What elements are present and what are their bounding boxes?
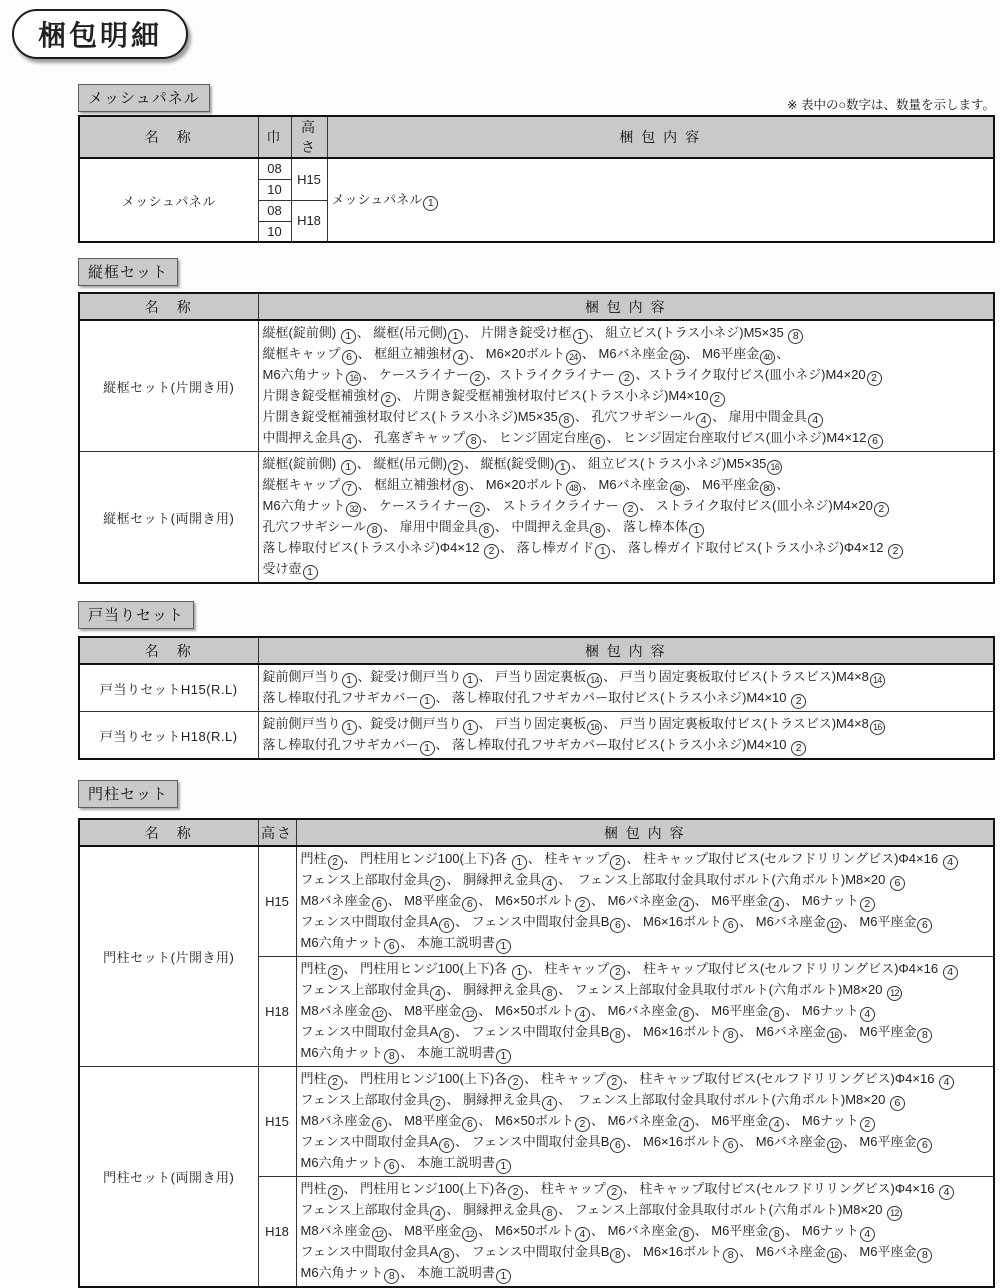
quantity-circle: 2 [607,1185,622,1200]
content-line: M6六角ナット 8 、 本施工説明書 1 [301,1043,990,1064]
product-name: 門柱セット(両開き用) [79,1067,258,1288]
quantity-circle: 4 [939,1075,954,1090]
quantity-circle: 1 [448,329,463,344]
quantity-circle: 1 [512,965,527,980]
col-header-contents: 梱 包 内 容 [258,293,994,320]
quantity-circle: 2 [328,1075,343,1090]
quantity-circle: 4 [430,1206,445,1221]
quantity-circle: 2 [860,897,875,912]
height-value: H15 [258,1067,296,1177]
section-label-frame-set: 縦框セット [78,258,178,286]
quantity-circle: 6 [723,1138,738,1153]
content-line: 門柱 2 、 門柱用ヒンジ100(上下)各 2 、 柱キャップ 2 、 柱キャップ取付ビス(セルフドリリングビス)Φ4×16 4 [301,1179,990,1200]
quantity-circle: 32 [346,502,361,517]
packing-contents [296,1177,994,1288]
quantity-circle: 2 [381,392,396,407]
quantity-circle: 6 [372,1117,387,1132]
quantity-circle: 8 [590,523,605,538]
height-value: H18 [291,200,327,242]
packing-contents [258,320,994,452]
quantity-circle: 8 [542,1206,557,1221]
table-header-row [79,637,994,664]
table-row [79,1067,994,1177]
content-line: 縦框(錠前側) 1 、 縦框(吊元側) 1 、 片開き錠受け框 1 、 組立ビス(トラス小ネジ)M5×35 8 [263,323,990,344]
content-line: フェンス中間取付金具A 8 、 フェンス中間取付金具B 8 、 M6×16ボルト 8 、 M6バネ座金 16 、 M6平座金 8 [301,1022,990,1043]
quantity-circle: 6 [917,1138,932,1153]
quantity-circle: 2 [623,502,638,517]
quantity-circle: 2 [710,392,725,407]
table-row [79,158,994,179]
quantity-circle: 2 [328,1185,343,1200]
quantity-circle: 2 [575,1117,590,1132]
quantity-circle: 40 [760,350,775,365]
table-header-row [79,819,994,846]
quantity-circle: 6 [590,434,605,449]
quantity-circle: 6 [384,939,399,954]
quantity-circle: 2 [610,965,625,980]
width-value: 10 [258,179,291,200]
quantity-circle: 1 [496,939,511,954]
quantity-circle: 4 [943,855,958,870]
quantity-circle: 1 [496,1049,511,1064]
packing-contents [258,664,994,712]
quantity-circle: 8 [917,1248,932,1263]
quantity-circle: 16 [346,371,361,386]
quantity-circle: 6 [868,434,883,449]
quantity-circle: 2 [470,371,485,386]
content-line: 門柱 2 、 門柱用ヒンジ100(上下)各 2 、 柱キャップ 2 、 柱キャップ取付ビス(セルフドリリングビス)Φ4×16 4 [301,1069,990,1090]
quantity-circle: 8 [466,434,481,449]
quantity-circle: 6 [462,897,477,912]
quantity-circle: 8 [723,1248,738,1263]
quantity-circle: 2 [860,1117,875,1132]
frame-set-table [78,292,995,584]
quantity-circle: 1 [573,329,588,344]
page-title: 梱包明細 [12,9,188,59]
quantity-circle: 8 [453,481,468,496]
quantity-circle: 2 [508,1075,523,1090]
content-line: フェンス上部取付金具 4 、 胴縁押え金具 8 、 フェンス上部取付金具取付ボルト(六角ボルト)M8×20 12 [301,1200,990,1221]
quantity-circle: 1 [342,673,357,688]
quantity-circle: 1 [463,673,478,688]
content-line: 錠前側戸当り 1 、錠受け側戸当り 1 、 戸当り固定裏板 14 、 戸当り固定裏板取付ビス(トラスビス)M4×8 14 [263,667,990,688]
content-line: フェンス上部取付金具 4 、 胴縁押え金具 8 、 フェンス上部取付金具取付ボルト(六角ボルト)M8×20 12 [301,980,990,1001]
content-line: 縦框キャップ 7 、 框組立補強材 8 、 M6×20ボルト 48 、 M6バネ座金 48 、 M6平座金 80 、 [262,477,790,494]
quantity-circle: 12 [887,986,902,1001]
product-name: 戸当りセットH18(R.L) [79,712,258,760]
quantity-circle: 12 [372,1007,387,1022]
content-line: M6六角ナット 16 、 ケースライナー 2 、ストライクライナー 2 、ストライク取付ビス(皿小ネジ)M4×20 2 [263,365,990,386]
quantity-circle: 12 [462,1007,477,1022]
quantity-circle: 48 [566,481,581,496]
content-line: 縦框(錠前側) 1 、 縦框(吊元側) 2 、 縦框(錠受側) 1 、 組立ビス(トラス小ネジ)M5×35 16 [263,454,990,475]
content-line: M6六角ナット 6 、 本施工説明書 1 [301,1153,990,1174]
quantity-circle: 1 [689,523,704,538]
quantity-circle: 8 [542,986,557,1001]
quantity-circle: 6 [917,918,932,933]
quantity-circle: 12 [887,1206,902,1221]
quantity-circle: 80 [760,481,775,496]
height-value: H18 [258,1177,296,1288]
quantity-circle: 2 [607,1075,622,1090]
section-label-doorstop-set: 戸当りセット [78,601,194,629]
quantity-circle: 6 [723,918,738,933]
col-header-height: 高さ [258,819,296,846]
table-header-row [79,293,994,320]
quantity-circle: 8 [610,1028,625,1043]
gatepost-set-table [78,818,995,1288]
content-line: フェンス中間取付金具A 8 、 フェンス中間取付金具B 8 、 M6×16ボルト 8 、 M6バネ座金 16 、 M6平座金 8 [301,1242,990,1263]
content-line: 門柱 2 、 門柱用ヒンジ100(上下)各 1 、 柱キャップ 2 、 柱キャップ取付ビス(セルフドリリングビス)Φ4×16 4 [301,959,990,980]
quantity-circle: 1 [420,694,435,709]
quantity-circle: 1 [341,460,356,475]
quantity-circle: 12 [827,918,842,933]
quantity-circle: 2 [448,460,463,475]
quantity-circle: 4 [542,1096,557,1111]
quantity-circle: 2 [791,694,806,709]
content-line: M8バネ座金 6 、 M8平座金 6 、 M6×50ボルト 2 、 M6バネ座金 4 、 M6平座金 4 、 M6ナット 2 [301,891,990,912]
quantity-circle: 4 [939,1185,954,1200]
quantity-circle: 6 [462,1117,477,1132]
quantity-circle: 8 [439,1028,454,1043]
quantity-circle: 14 [870,673,885,688]
col-header-name: 名 称 [79,293,258,320]
quantity-circle: 4 [769,1117,784,1132]
packing-contents [296,1067,994,1177]
content-line: 落し棒取付ビス(トラス小ネジ)Φ4×12 2 、 落し棒ガイド 1 、 落し棒ガイド取付ビス(トラス小ネジ)Φ4×12 2 [263,538,990,559]
quantity-circle: 12 [372,1227,387,1242]
quantity-circle: 8 [723,1028,738,1043]
content-line: 中間押え金具 4 、 孔塞ぎキャップ 8 、 ヒンジ固定台座 6 、 ヒンジ固定台座取付ビス(皿小ネジ)M4×12 6 [263,428,990,449]
quantity-circle: 1 [555,460,570,475]
quantity-circle: 8 [679,1227,694,1242]
quantity-circle: 8 [917,1028,932,1043]
quantity-circle: 4 [808,413,823,428]
quantity-circle: 8 [610,1248,625,1263]
height-value: H15 [258,846,296,957]
table-row [79,712,994,760]
quantity-circle: 1 [420,741,435,756]
quantity-circle: 8 [367,523,382,538]
quantity-circle: 4 [542,876,557,891]
col-header-name: 名 称 [79,637,258,664]
product-name: 縦框セット(片開き用) [79,320,258,452]
quantity-circle: 7 [342,481,357,496]
col-header-contents: 梱 包 内 容 [296,819,994,846]
content-line: 片開き錠受框補強材取付ビス(トラス小ネジ)M5×35 8 、 孔穴フサギシール 4 、 扉用中間金具 4 [263,407,990,428]
packing-contents [258,452,994,584]
content-line: M6六角ナット 8 、 本施工説明書 1 [301,1263,990,1284]
packing-contents [258,712,994,760]
col-header-name: 名 称 [79,819,258,846]
quantity-circle: 4 [860,1007,875,1022]
packing-contents [296,846,994,957]
doorstop-set-table [78,636,995,760]
quantity-circle: 4 [696,413,711,428]
quantity-circle: 8 [439,1248,454,1263]
quantity-circle: 2 [430,1096,445,1111]
height-value: H18 [258,957,296,1067]
quantity-circle: 2 [888,544,903,559]
quantity-circle: 1 [342,720,357,735]
quantity-circle: 4 [943,965,958,980]
quantity-circle: 6 [372,897,387,912]
quantity-circle: 2 [791,741,806,756]
content-line: フェンス中間取付金具A 6 、 フェンス中間取付金具B 6 、 M6×16ボルト 6 、 M6バネ座金 12 、 M6平座金 6 [301,1132,990,1153]
height-value: H15 [291,158,327,200]
quantity-circle: 24 [670,350,685,365]
width-value: 08 [258,200,291,221]
quantity-circle: 6 [610,1138,625,1153]
quantity-circle: 4 [679,897,694,912]
content-line: フェンス上部取付金具 2 、 胴縁押え金具 4 、 フェンス上部取付金具取付ボルト(六角ボルト)M8×20 6 [301,1090,990,1111]
quantity-circle: 12 [827,1138,842,1153]
content-line: 片開き錠受框補強材 2 、 片開き錠受框補強材取付ビス(トラス小ネジ)M4×10 2 [263,386,990,407]
product-name: 戸当りセットH15(R.L) [79,664,258,712]
quantity-circle: 16 [827,1248,842,1263]
quantity-circle: 4 [679,1117,694,1132]
quantity-circle: 4 [453,350,468,365]
table-header-row [79,116,994,158]
quantity-circle: 6 [439,918,454,933]
content-line: M8バネ座金 6 、 M8平座金 6 、 M6×50ボルト 2 、 M6バネ座金 4 、 M6平座金 4 、 M6ナット 2 [301,1111,990,1132]
content-line: 錠前側戸当り 1 、錠受け側戸当り 1 、 戸当り固定裏板 16 、 戸当り固定裏板取付ビス(トラスビス)M4×8 16 [263,714,990,735]
quantity-circle: 8 [679,1007,694,1022]
packing-contents: メッシュパネル 1 [327,158,994,242]
product-name: 門柱セット(片開き用) [79,846,258,1067]
content-line: フェンス中間取付金具A 6 、 フェンス中間取付金具B 6 、 M6×16ボルト 6 、 M6バネ座金 12 、 M6平座金 6 [301,912,990,933]
quantity-circle: 6 [610,918,625,933]
quantity-circle: 2 [470,502,485,517]
quantity-circle: 4 [342,434,357,449]
quantity-circle: 4 [575,1007,590,1022]
quantity-circle: 8 [384,1049,399,1064]
quantity-circle: 8 [559,413,574,428]
section-label-mesh-panel: メッシュパネル [78,84,210,112]
content-line: 門柱 2 、 門柱用ヒンジ100(上下)各 1 、 柱キャップ 2 、 柱キャップ取付ビス(セルフドリリングビス)Φ4×16 4 [301,849,990,870]
quantity-circle: 1 [463,720,478,735]
section-label-gatepost-set: 門柱セット [78,780,178,808]
quantity-circle: 1 [595,544,610,559]
quantity-circle: 2 [328,965,343,980]
mesh-panel-table [78,115,995,243]
content-line: 落し棒取付孔フサギカバー 1 、 落し棒取付孔フサギカバー取付ビス(トラス小ネジ)M4×10 2 [263,735,990,756]
quantity-circle: 6 [384,1159,399,1174]
quantity-circle: 16 [767,460,782,475]
col-header-width: 巾 [258,116,291,158]
packing-contents [296,957,994,1067]
quantity-circle: 16 [587,720,602,735]
quantity-circle: 12 [462,1227,477,1242]
quantity-circle: 6 [439,1138,454,1153]
quantity-circle: 1 [496,1159,511,1174]
quantity-circle: 2 [575,897,590,912]
quantity-circle: 8 [769,1007,784,1022]
quantity-circle: 2 [430,876,445,891]
quantity-circle: 8 [384,1269,399,1284]
content-line: M6六角ナット 6 、 本施工説明書 1 [301,933,990,954]
quantity-circle: 1 [341,329,356,344]
quantity-circle: 8 [788,329,803,344]
quantity-circle: 2 [874,502,889,517]
quantity-circle: 1 [512,855,527,870]
quantity-circle: 48 [670,481,685,496]
quantity-circle: 4 [430,986,445,1001]
col-header-name: 名 称 [79,116,258,158]
table-row [79,664,994,712]
col-header-height: 高さ [291,116,327,158]
quantity-circle: 4 [575,1227,590,1242]
quantity-circle: 2 [508,1185,523,1200]
quantity-circle: 4 [769,897,784,912]
content-line: 縦框キャップ 6 、 框組立補強材 4 、 M6×20ボルト 24 、 M6バネ座金 24 、 M6平座金 40 、 [262,346,790,363]
quantity-circle: 6 [890,876,905,891]
content-line: 孔穴フサギシール 8 、 扉用中間金具 8 、 中間押え金具 8 、 落し棒本体 1 [263,517,990,538]
table-row [79,320,994,452]
quantity-circle: 6 [342,350,357,365]
quantity-circle: 2 [484,544,499,559]
content-line: フェンス上部取付金具 2 、 胴縁押え金具 4 、 フェンス上部取付金具取付ボルト(六角ボルト)M8×20 6 [301,870,990,891]
width-value: 10 [258,221,291,242]
quantity-circle: 8 [769,1227,784,1242]
quantity-circle: 6 [890,1096,905,1111]
table-row [79,846,994,957]
quantity-circle: 1 [496,1269,511,1284]
product-name: メッシュパネル [79,158,258,242]
quantity-circle: 2 [610,855,625,870]
quantity-circle: 1 [303,565,318,580]
product-name: 縦框セット(両開き用) [79,452,258,584]
col-header-contents: 梱 包 内 容 [327,116,994,158]
quantity-circle: 2 [619,371,634,386]
quantity-circle: 1 [423,196,438,211]
quantity-circle: 24 [566,350,581,365]
quantity-circle: 8 [479,523,494,538]
content-line: 受け壺 1 [263,559,990,580]
quantity-circle: 16 [870,720,885,735]
table-row [79,452,994,584]
quantity-circle: 2 [328,855,343,870]
quantity-circle: 16 [827,1028,842,1043]
col-header-contents: 梱 包 内 容 [258,637,994,664]
width-value: 08 [258,158,291,179]
content-line: 落し棒取付孔フサギカバー 1 、 落し棒取付孔フサギカバー取付ビス(トラス小ネジ)M4×10 2 [263,688,990,709]
quantity-circle: 4 [860,1227,875,1242]
content-line: M8バネ座金 12 、 M8平座金 12 、 M6×50ボルト 4 、 M6バネ座金 8 、 M6平座金 8 、 M6ナット 4 [301,1221,990,1242]
content-line: M6六角ナット 32 、 ケースライナー 2 、 ストライクライナー 2 、 ストライク取付ビス(皿小ネジ)M4×20 2 [263,496,990,517]
quantity-circle: 14 [587,673,602,688]
quantity-circle: 2 [867,371,882,386]
note-circled-numbers: ※ 表中の○数字は、数量を示します。 [787,98,995,112]
content-line: M8バネ座金 12 、 M8平座金 12 、 M6×50ボルト 4 、 M6バネ座金 8 、 M6平座金 8 、 M6ナット 4 [301,1001,990,1022]
